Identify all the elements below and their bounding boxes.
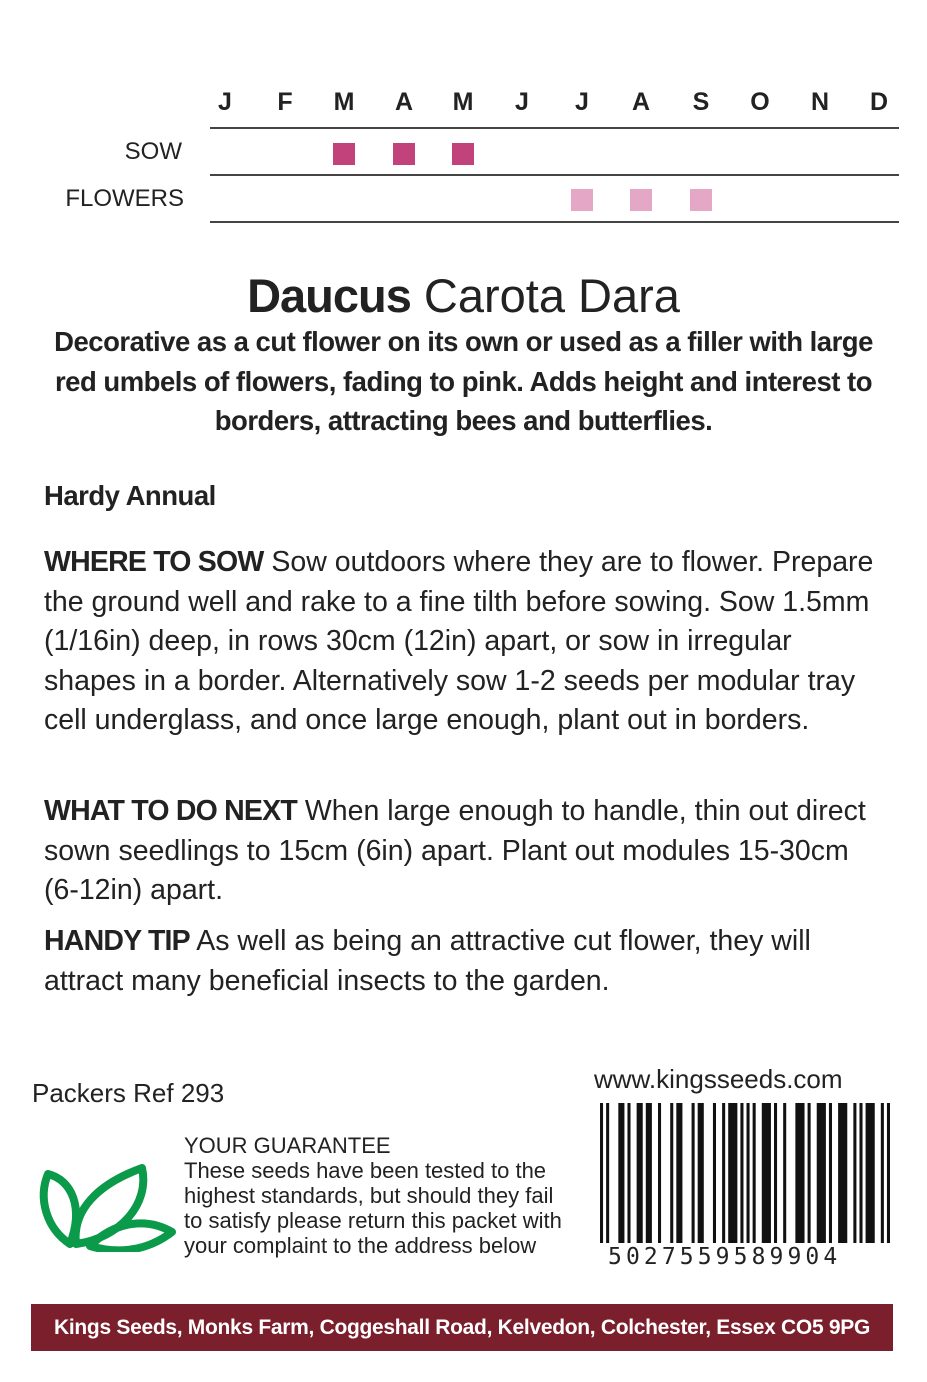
leaf-logo-icon (36, 1158, 176, 1252)
product-description: Decorative as a cut flower on its own or used as a filler with large red umbels of flowers, fading to pink. Adds height and interest to borders, attracting bees and butterflies. (54, 326, 873, 436)
month-label: N (810, 88, 830, 116)
month-label: J (575, 88, 589, 116)
sow-month-marker (333, 143, 355, 165)
guarantee-text: These seeds have been tested to the highest standards, but should they fail to satisfy please return this packet with your complaint to the address below (184, 1158, 562, 1258)
plant-type: Hardy Annual (44, 480, 216, 511)
month-label: M (452, 88, 474, 116)
calendar-divider (210, 221, 899, 223)
section-text: When large enough to handle, thin out direct sown seedlings to 15cm (6in) apart. Plant out modules 15-30cm (6-12in) apart. (44, 795, 866, 907)
barcode-number: 5027559589904 (608, 1244, 842, 1270)
month-label: M (333, 88, 355, 116)
month-label: S (692, 88, 710, 116)
calendar-divider (210, 174, 899, 176)
flower-month-marker (571, 189, 593, 211)
title-variety: Carota Dara (410, 269, 680, 322)
month-label: J (218, 88, 232, 116)
month-label: O (750, 88, 770, 116)
sow-month-marker (452, 143, 474, 165)
footer-address: Kings Seeds, Monks Farm, Coggeshall Road, Kelvedon, Colchester, Essex CO5 9PG (31, 1304, 893, 1351)
flowers-row-label: FLOWERS (65, 185, 184, 212)
website-link[interactable]: www.kingsseeds.com (594, 1064, 843, 1094)
where-to-sow-section (44, 543, 889, 741)
flower-month-marker (630, 189, 652, 211)
title-genus: Daucus (247, 269, 411, 322)
what-to-do-next-section (44, 792, 889, 911)
handy-tip-section (44, 922, 889, 1001)
section-text: Sow outdoors where they are to flower. Prepare the ground well and rake to a fine tilth before sowing. Sow 1.5mm (1/16in) deep, in rows 30cm (12in) apart, or sow in irregular shapes in a border. Alternatively sow 1-2 seeds per modular tray cell underglass, and once large enough, plant out in borders. (44, 546, 874, 737)
product-title (0, 268, 927, 324)
sow-month-marker (393, 143, 415, 165)
month-label: D (869, 88, 889, 116)
month-label: J (515, 88, 529, 116)
guarantee-title: YOUR GUARANTEE (184, 1133, 391, 1158)
barcode-icon (600, 1103, 890, 1243)
section-heading: WHERE TO SOW (44, 546, 264, 578)
month-label: A (394, 88, 414, 116)
month-label: F (277, 88, 293, 116)
section-text: As well as being an attractive cut flower, they will attract many beneficial insects to the garden. (44, 925, 811, 997)
month-label: A (631, 88, 651, 116)
calendar-divider (210, 127, 899, 129)
packers-ref: Packers Ref 293 (32, 1078, 225, 1108)
section-heading: WHAT TO DO NEXT (44, 795, 297, 827)
sow-row-label: SOW (124, 138, 182, 165)
flower-month-marker (690, 189, 712, 211)
section-heading: HANDY TIP (44, 925, 190, 957)
